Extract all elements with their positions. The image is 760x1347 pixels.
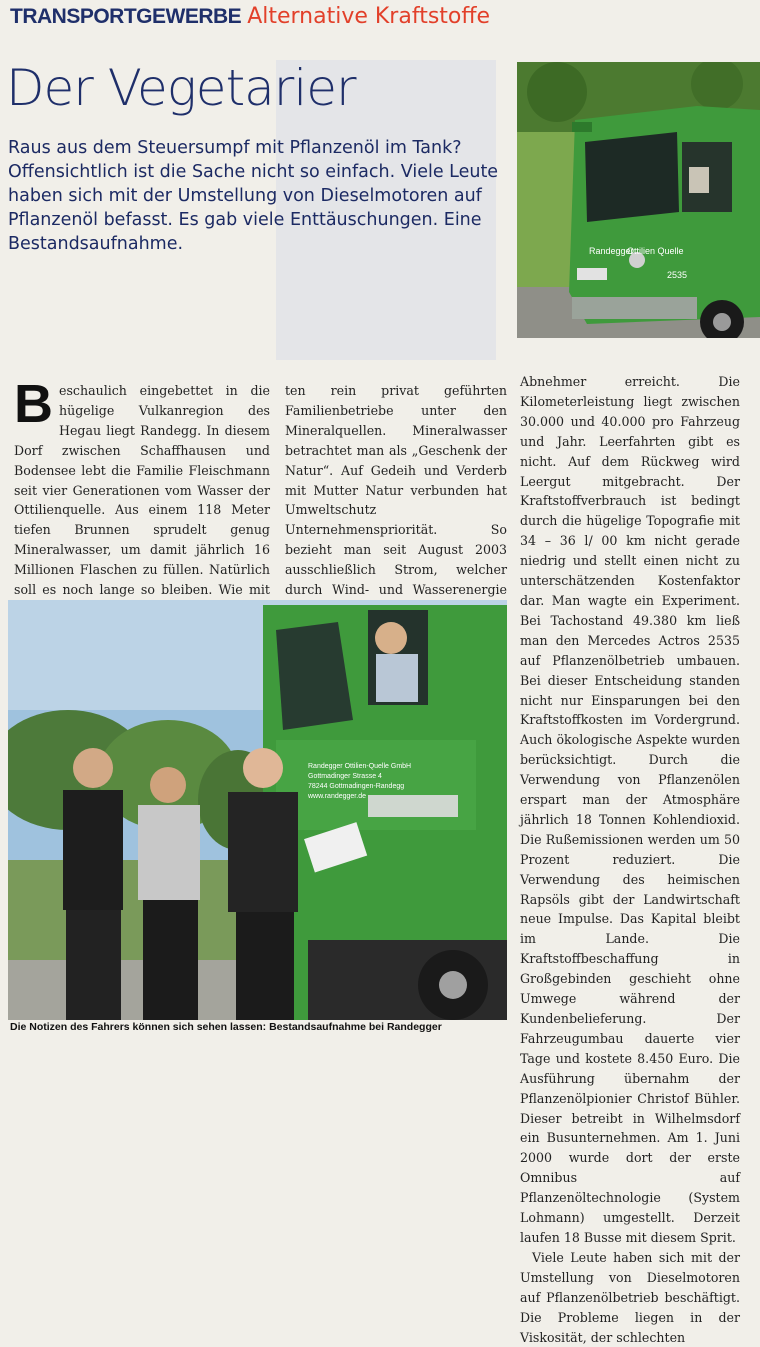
truck-top-brand: Randegger	[589, 246, 634, 256]
main-photo	[8, 600, 507, 1020]
truck-main-company: Randegger Ottilien-Quelle GmbH	[308, 763, 412, 770]
text-column-3	[520, 372, 740, 1347]
topic-label: Alternative Kraftstoffe	[247, 4, 491, 29]
truck-photo-top	[517, 62, 760, 338]
drop-cap: B	[14, 374, 53, 434]
truck-main-web: www.randegger.de	[308, 793, 366, 800]
truck-main-city: 78244 Gottmadingen-Randegg	[308, 783, 405, 790]
column-2-paragraph-1: ten rein privat geführten Familienbetriebe unter den Mineralquellen. Mineralwasser betrachtet man als „Geschenk der Natur“. Auf Gedeih und Verderb mit Mutter Natur verbunden hat Umweltschutz Unternehmenspriorität. So bezieht man seit August 2003 ausschließlich Strom, welcher durch Wind- und Wasserenergie	[285, 383, 507, 598]
truck-main-street: Gottmadinger Strasse 4	[308, 773, 382, 780]
section-label: TRANSPORTGEWERBE	[10, 5, 242, 28]
article-lead: Raus aus dem Steuersumpf mit Pflanzenöl im Tank? Offensichtlich ist die Sache nicht so einfach. Viele Leute haben sich mit der Umstellung von Dieselmotoren auf Pflanzenöl befasst. Es gab viele Enttäuschungen. Eine Bestandsaufnahme.	[8, 138, 499, 254]
truck-top-name: Ottilien Quelle	[627, 246, 684, 256]
truck-top-model: 2535	[667, 270, 688, 280]
section-header	[10, 4, 490, 34]
column-3-paragraph-1: Abnehmer erreicht. Die Kilometerleistung liegt zwischen 30.000 und 40.000 pro Fahrzeug und Jahr. Leerfahrten gibt es nicht. Auf dem Rückweg wird Leergut mitgebracht. Der Kraftstoffverbrauch ist bedingt durch die hügelige Topografie mit 34 – 36 l/ 00 km nicht gerade niedrig und stellt einen nicht zu unterschätzenden Kostenfaktor dar. Man wagte ein Experiment. Bei Tachostand 49.380 km ließ man den Mercedes Actros 2535 auf Pflanzenölbetrieb umbauen. Bei dieser Entscheidung standen nicht nur Einsparungen bei den Kraftstoffkosten im Vordergrund. Auch ökologische Aspekte wurden berücksichtigt. Durch die Verwendung von Pflanzenölen erspart man der Atmosphäre jährlich 18 Tonnen Kohlendioxid. Die Rußemissionen werden um 50 Prozent reduziert. Die Verwendung des heimischen Rapsöls gibt der Landwirtschaft neue Impulse. Das Kapital bleibt im Lande. Die Kraftstoffbeschaffung in Großgebinden geschieht ohne Umwege während der Kundenbelieferung. Der Fahrzeugumbau dauerte vier Tage und kostete 8.450 Euro. Die Ausführung übernahm der Pflanzenölpionier Christof Bühler. Dieser betreibt in Wilhelmsdorf ein Busunternehmen. Am 1. Juni 2000 wurde dort der erste Omnibus auf Pflanzenöltechnologie (System Lohmann) umgestellt. Derzeit laufen 18 Busse mit diesem Sprit.	[520, 374, 740, 1245]
photo-caption: Die Notizen des Fahrers können sich sehen lassen: Bestandsaufnahme bei Randegger	[10, 1021, 442, 1033]
column-1-text: eschaulich eingebettet in die hügelige Vulkanregion des Hegau liegt Randegg. In diesem Dorf zwischen Schaffhausen und Bodensee lebt die Familie Fleischmann seit vier Generationen vom Wasser der Ottilienquelle. Aus einem 118 Meter tiefen Brunnen sprudelt genug Mineralwasser, um damit jährlich 16 Millionen Flaschen zu füllen. Natürlich soll es noch lange so bleiben. Wie mit	[14, 383, 270, 598]
article-title: Der Vegetarier	[6, 59, 356, 117]
column-3-paragraph-2: Viele Leute haben sich mit der Umstellung von Dieselmotoren auf Pflanzenölbetrieb beschäftigt. Die Probleme liegen in der Viskosität, der schlechten	[520, 1249, 740, 1345]
